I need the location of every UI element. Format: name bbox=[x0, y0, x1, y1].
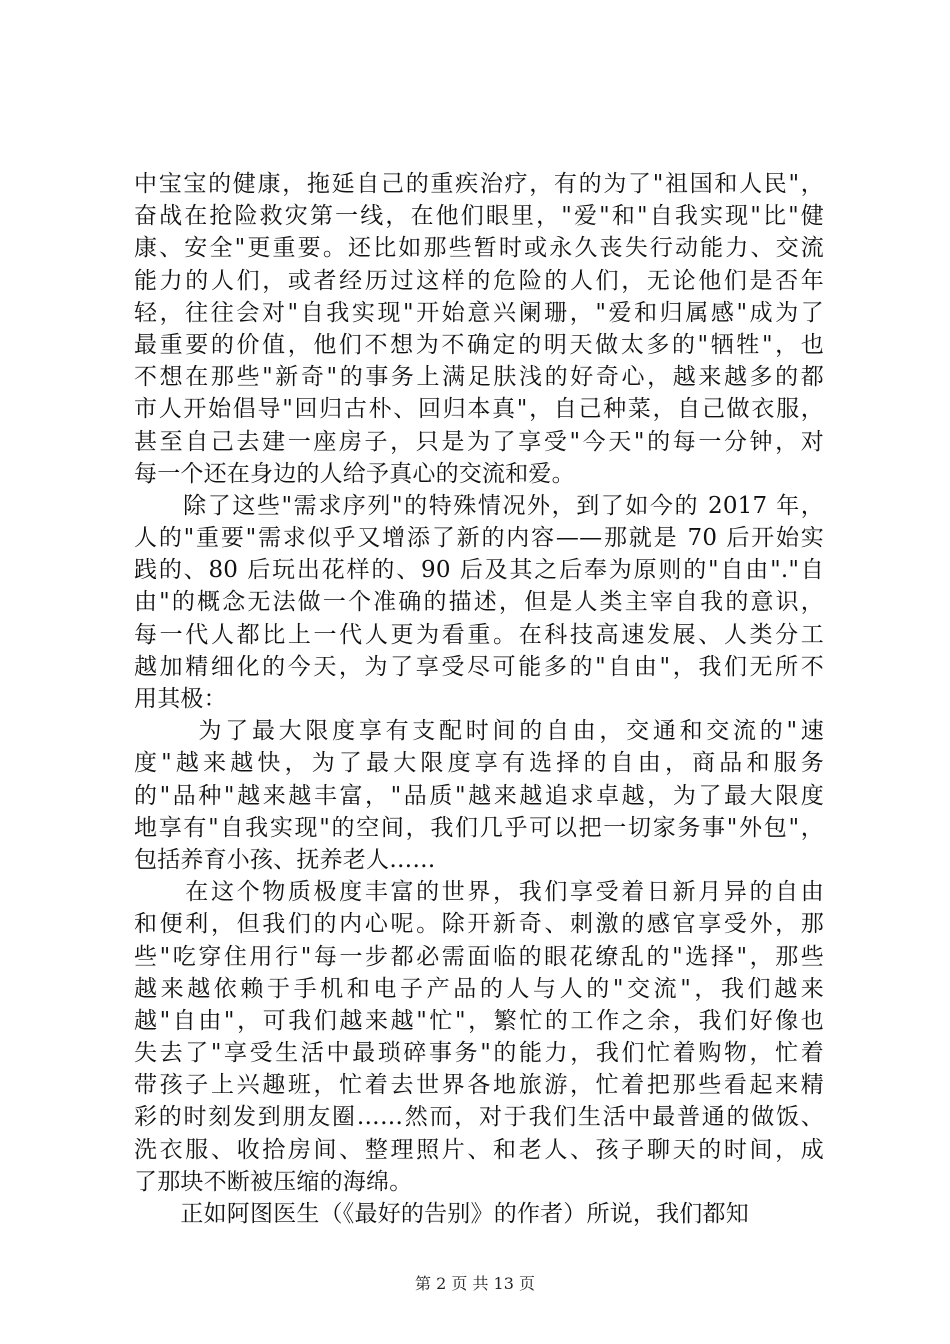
text-line: 用其极： bbox=[134, 686, 227, 712]
text-line: 市人开始倡导"回归古朴、回归本真"，自己种菜，自己做衣服， bbox=[134, 396, 824, 423]
text-line: 彩的时刻发到朋友圈……然而，对于我们生活中最普通的做饭、 bbox=[134, 1104, 824, 1131]
text-line: 正如阿图医生（《最好的告别》的作者）所说，我们都知 bbox=[134, 1201, 749, 1227]
text-line: 轻，往往会对"自我实现"开始意兴阑珊，"爱和归属感"成为了 bbox=[134, 299, 824, 326]
text-line: 每一代人都比上一代人更为看重。在科技高速发展、人类分工 bbox=[134, 621, 824, 648]
text-line: 最重要的价值，他们不想为不确定的明天做太多的"牺牲"，也 bbox=[134, 331, 824, 358]
text-line: 由"的概念无法做一个准确的描述，但是人类主宰自我的意识， bbox=[134, 589, 824, 616]
text-line: 地享有"自我实现"的空间，我们几乎可以把一切家务事"外包"， bbox=[134, 814, 824, 841]
text-line: 带孩子上兴趣班，忙着去世界各地旅游，忙着把那些看起来精 bbox=[134, 1072, 824, 1099]
text-line: 失去了"享受生活中最琐碎事务"的能力，我们忙着购物，忙着 bbox=[134, 1040, 824, 1067]
text-line: 度"越来越快，为了最大限度享有选择的自由，商品和服务 bbox=[134, 750, 824, 777]
text-line: 越来越依赖于手机和电子产品的人与人的"交流"，我们越来 bbox=[134, 975, 824, 1002]
text-line: 洗衣服、收拾房间、整理照片、和老人、孩子聊天的时间，成 bbox=[134, 1136, 824, 1163]
text-line: 甚至自己去建一座房子，只是为了享受"今天"的每一分钟，对 bbox=[134, 428, 824, 455]
text-line: 践的、80 后玩出花样的、90 后及其之后奉为原则的"自由"."自 bbox=[134, 557, 824, 584]
text-line: 不想在那些"新奇"的事务上满足肤浅的好奇心，越来越多的都 bbox=[134, 364, 824, 391]
text-line: 康、安全"更重要。还比如那些暂时或永久丧失行动能力、交流 bbox=[134, 235, 824, 262]
text-line: 为了最大限度享有支配时间的自由，交通和交流的"速 bbox=[134, 718, 824, 745]
text-line: 包括养育小孩、抚养老人…… bbox=[134, 846, 436, 873]
text-line: 每一个还在身边的人给予真心的交流和爱。 bbox=[134, 460, 575, 487]
text-line: 奋战在抢险救灾第一线，在他们眼里，"爱"和"自我实现"比"健 bbox=[134, 203, 824, 230]
text-line: 越"自由"，可我们越来越"忙"，繁忙的工作之余，我们好像也 bbox=[134, 1007, 824, 1034]
text-line: 的"品种"越来越丰富，"品质"越来越追求卓越，为了最大限度 bbox=[134, 782, 824, 809]
page-number-footer: 第 2 页 共 13 页 bbox=[415, 1274, 535, 1293]
text-line: 了那块不断被压缩的海绵。 bbox=[134, 1168, 413, 1195]
text-line: 人的"重要"需求似乎又增添了新的内容——那就是 70 后开始实 bbox=[134, 525, 824, 552]
text-line: 越加精细化的今天，为了享受尽可能多的"自由"，我们无所不 bbox=[134, 653, 824, 680]
body-text bbox=[134, 168, 824, 1230]
text-line: 些"吃穿住用行"每一步都必需面临的眼花缭乱的"选择"，那些 bbox=[134, 943, 824, 970]
text-line: 能力的人们，或者经历过这样的危险的人们，无论他们是否年 bbox=[134, 267, 824, 294]
text-line: 中宝宝的健康，拖延自己的重疾治疗，有的为了"祖国和人民"， bbox=[134, 171, 824, 197]
text-line: 和便利，但我们的内心呢。除开新奇、刺激的感官享受外，那 bbox=[134, 911, 824, 938]
text-line: 在这个物质极度丰富的世界，我们享受着日新月异的自由 bbox=[134, 879, 824, 906]
text-line: 除了这些"需求序列"的特殊情况外，到了如今的 2017 年， bbox=[134, 492, 824, 519]
